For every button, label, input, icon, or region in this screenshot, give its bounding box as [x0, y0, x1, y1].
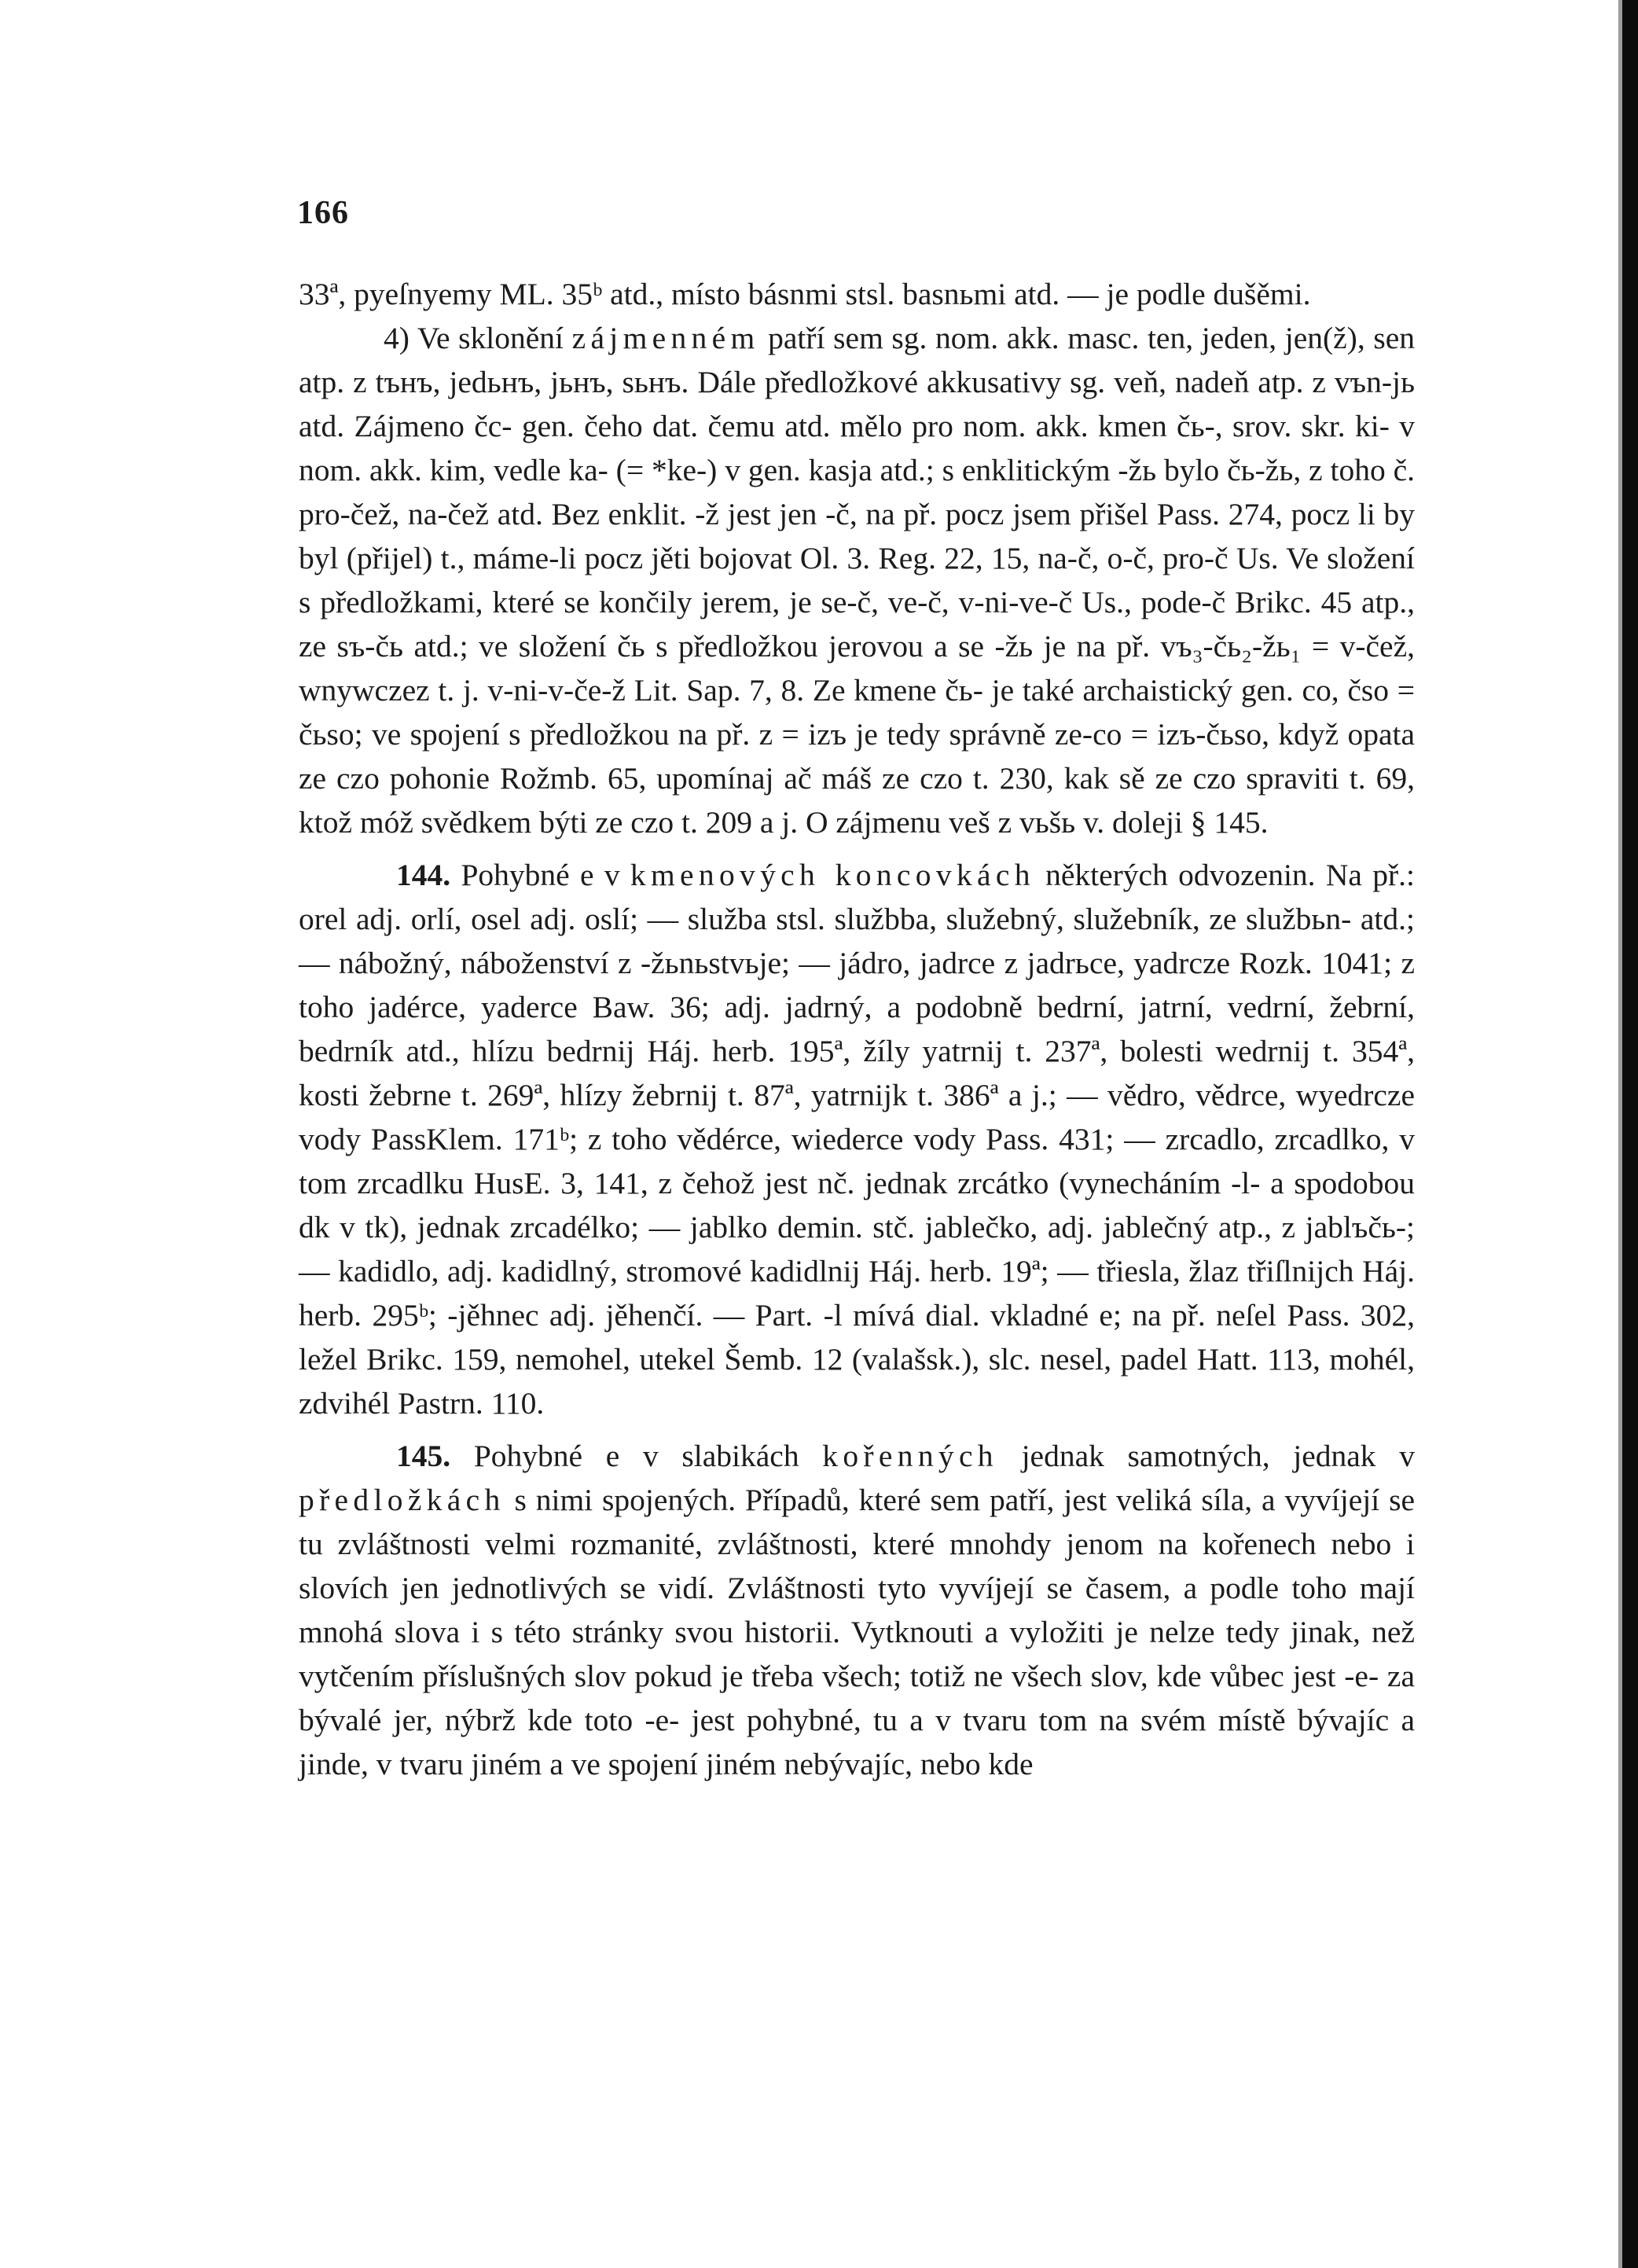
paragraph-pronoun-declension — [299, 316, 1415, 844]
section-text-post: některých odvozenin. Na př.: orel adj. orlí, osel adj. oslí; — služba stsl. službba, služebný, služebník, ze službьn- atd.; — nábožný, náboženství z -žьnьstvьje; — jádro, jadrce z jadrьce, yadrcze Rozk. 1041; z toho jadérce, yaderce Baw. 36; adj. jadrný, a podobně bedrní, jatrní, vedrní, žebrní, bedrník atd., hlízu bedrnij Háj. herb. 195ª, žíly yatrnij t. 237ª, bolesti wedrnij t. 354ª, kosti žebrne t. 269ª, hlízy žebrnij t. 87ª, yatrnijk t. 386ª a j.; — vědro, vědrce, wyedrcze vody PassKlem. 171ᵇ; z toho vědérce, wiederce vody Pass. 431; — zrcadlo, zrcadlko, v tom zrcadlku HusE. 3, 141, z čehož jest nč. jednak zrcátko (vynecháním -l- a spodobou dk v tk), jednak zrcadélko; — jablko demin. stč. jablečko, adj. jablečný atp., z jablъčь-; — kadidlo, adj. kadidlný, stromové kadidlnij Háj. herb. 19ª; — třiesla, žlaz třiſlnijch Háj. herb. 295ᵇ; -jěhnec adj. jěhenčí. — Part. -l mívá dial. vkladné e; na př. neſel Pass. 302, ležel Brikc. 159, nemohel, utekel Šemb. 12 (valašsk.), slc. nesel, padel Hatt. 113, mohél, zdvihél Pastrn. 110. — [299, 858, 1415, 1421]
section-144 — [299, 853, 1415, 1425]
paragraph-text-post: patří sem sg. nom. akk. masc. ten, jeden, jen(ž), sen atp. z tънъ, jedьнъ, jьнъ, sьнъ. Dále předložkové akkusativy sg. veň, nadeň atp. z vъn-jь atd. Zájmeno čc- gen. čeho dat. čemu atd. mělo pro nom. akk. kmen čь-, srov. skr. ki- v nom. akk. kim, vedle ka- (= *ke-) v gen. kasja atd.; s enklitickým -žь bylo čь-žь, z toho č. pro-čež, na-čež atd. Bez enklit. -ž jest jen -č, na př. pocz jsem přišel Pass. 274, pocz li by byl (přijel) t., máme-li pocz jěti bojovat Ol. 3. Reg. 22, 15, na-č, o-č, pro-č Us. Ve složení s předložkami, které se končily jerem, je se-č, ve-č, v-ni-ve-č Us., pode-č Brikc. 45 atp., ze sъ-čь atd.; ve složení čь s předložkou jerovou a se -žь je na př. vъ₃-čь₂-žь₁ = v-čež, wnywczez t. j. v-ni-v-če-ž Lit. Sap. 7, 8. Ze kmene čь- je také archaistický gen. co, čso = čьso; ve spojení s předložkou na př. z = izъ je tedy správně ze-co = izъ-čьso, když opata ze czo pohonie Rožmb. 65, upomínaj ač máš ze czo t. 230, kak sě ze czo spraviti t. 69, ktož móž svědkem býti ze czo t. 209 a j. O zájmenu veš z vьšь v. doleji § 145. — [299, 321, 1416, 840]
spaced-term: kořenných — [822, 1439, 998, 1473]
spaced-term: zájmenném — [571, 321, 760, 355]
paragraph-continuation: 33ª, pyeſnyemy ML. 35ᵇ atd., místo básnmi stsl. basnьmi atd. — je podle dušěmi. — [299, 277, 1311, 311]
page-number: 166 — [297, 195, 349, 231]
section-text-pre: Pohybné e v — [450, 858, 630, 892]
spaced-term: kmenových koncovkách — [630, 858, 1035, 892]
spaced-term: předložkách — [299, 1483, 505, 1517]
body-text — [299, 272, 1415, 1786]
page-edge — [1622, 0, 1638, 2268]
section-text-post: s nimi spojených. Případů, které sem patří, jest veliká síla, a vyvíjejí se tu zvláštnosti velmi rozmanité, zvláštnosti, které mnohdy jenom na kořenech nebo i slovích jen jednotlivých se vidí. Zvláštnosti tyto vyvíjejí se časem, a podle toho mají mnohá slova i s této stránky svou historii. Vytknouti a vyložiti je nelze tedy jinak, než vytčením příslušných slov pokud je třeba všech; totiž ne všech slov, kde vůbec jest -e- za bývalé jer, nýbrž kde toto -e- jest pohybné, tu a v tvaru tom na svém místě bývajíc a jinde, v tvaru jiném a ve spojení jiném nebývajíc, nebo kde — [299, 1483, 1415, 1781]
paragraph-text-pre: 4) Ve sklonění — [384, 321, 572, 355]
section-text-pre: Pohybné e v slabikách — [450, 1439, 823, 1473]
section-text-mid: jednak samotných, jednak v — [997, 1439, 1415, 1473]
section-145 — [299, 1434, 1415, 1786]
section-number: 144. — [396, 858, 451, 892]
section-number: 145. — [396, 1439, 451, 1473]
